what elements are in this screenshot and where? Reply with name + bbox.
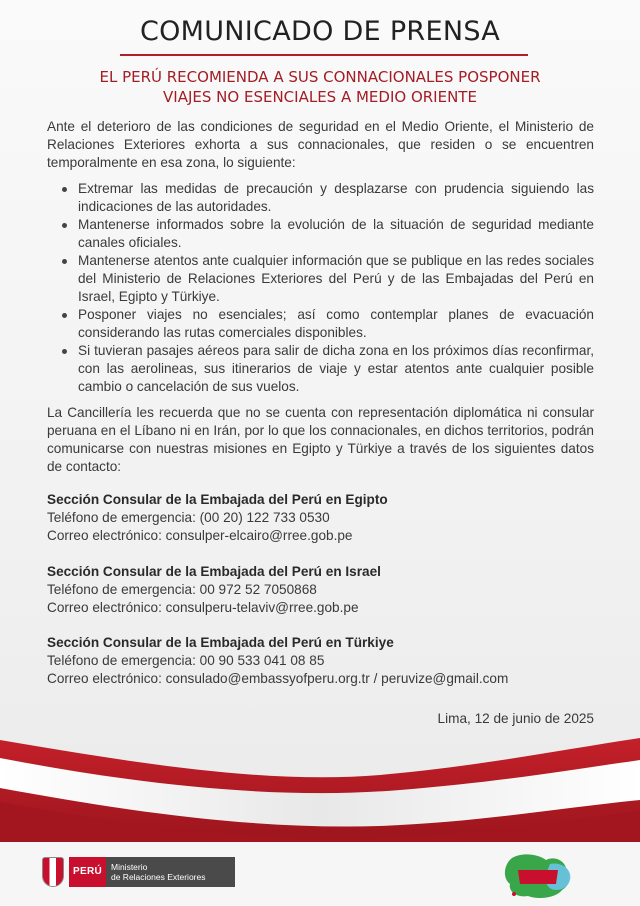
list-item [60, 306, 594, 342]
list-item-text: Mantenerse atentos ante cualquier información que se publique en las redes sociales del Ministerio de Relaciones Exteriores del Perú y de las Embajadas del Perú en Israel, Egipto y Türkiye. [78, 253, 594, 304]
subtitle-line-2: VIAJES NO ESENCIALES A MEDIO ORIENTE [163, 88, 477, 106]
title-underline [120, 54, 528, 56]
contact-block-israel [47, 563, 594, 617]
ministry-line-2: de Relaciones Exteriores [110, 872, 206, 882]
page-subtitle [60, 67, 580, 107]
recommendations-list [60, 180, 594, 396]
bullet-icon [62, 313, 67, 318]
contact-block-turkiye [47, 634, 594, 688]
intro-paragraph: Ante el deterioro de las condiciones de seguridad en el Medio Oriente, el Ministerio de Relaciones Exteriores exhorta a sus connacionales, que residen o se encuentren temporalmente en esa zona, lo siguiente: [47, 119, 594, 170]
contact-email: Correo electrónico: consulperu-telaviv@rree.gob.pe [47, 600, 359, 615]
page-title: COMUNICADO DE PRENSA [139, 16, 501, 47]
contact-phone: Teléfono de emergencia: 00 972 52 7050868 [47, 582, 317, 597]
bullet-icon [62, 187, 67, 192]
list-item [60, 342, 594, 396]
closing-paragraph: La Cancillería les recuerda que no se cuenta con representación diplomática ni consular peruana en el Líbano ni en Irán, por lo que los connacionales, en dichos territorios, podrán comunicarse con nuestras misiones en Egipto y Türkiye a través de los siguientes datos de contacto: [47, 405, 594, 474]
bullet-icon [62, 349, 67, 354]
contact-email: Correo electrónico: consulado@embassyofperu.org.tr / peruvize@gmail.com [47, 671, 509, 686]
ministry-logo [42, 855, 235, 889]
ponle-punche-logo [498, 850, 578, 902]
list-item-text: Mantenerse informados sobre la evolución de la situación de seguridad mediante canales oficiales. [78, 217, 594, 250]
ministry-label [106, 857, 236, 887]
coat-of-arms-icon [42, 857, 64, 887]
contact-heading: Sección Consular de la Embajada del Perú en Türkiye [47, 635, 394, 650]
contact-heading: Sección Consular de la Embajada del Perú en Israel [47, 564, 381, 579]
ministry-line-1: Ministerio [110, 862, 148, 872]
list-item-text: Si tuvieran pasajes aéreos para salir de dicha zona en los próximos días reconfirmar, con las aerolineas, sus itinerarios de viaje y estar atentos ante cualquier posible cambio o cancelación de sus vuelos. [78, 343, 594, 394]
contact-phone: Teléfono de emergencia: (00 20) 122 733 0530 [47, 510, 330, 525]
contact-heading: Sección Consular de la Embajada del Perú en Egipto [47, 492, 388, 507]
peru-label: PERÚ [69, 857, 106, 887]
contact-block-egypt [47, 491, 594, 545]
list-item [60, 180, 594, 216]
subtitle-line-1: EL PERÚ RECOMIENDA A SUS CONNACIONALES POSPONER [99, 68, 541, 86]
contact-phone: Teléfono de emergencia: 00 90 533 041 08 85 [47, 653, 325, 668]
list-item-text: Extremar las medidas de precaución y desplazarse con prudencia siguiendo las indicaciones de las autoridades. [78, 181, 594, 214]
list-item [60, 216, 594, 252]
release-date: Lima, 12 de junio de 2025 [437, 711, 594, 726]
list-item-text: Posponer viajes no esenciales; así como contemplar planes de evacuación considerando las rutas comerciales disponibles. [78, 307, 594, 340]
list-item [60, 252, 594, 306]
bullet-icon [62, 223, 67, 228]
bullet-icon [62, 259, 67, 264]
contact-email: Correo electrónico: consulper-elcairo@rree.gob.pe [47, 528, 353, 543]
